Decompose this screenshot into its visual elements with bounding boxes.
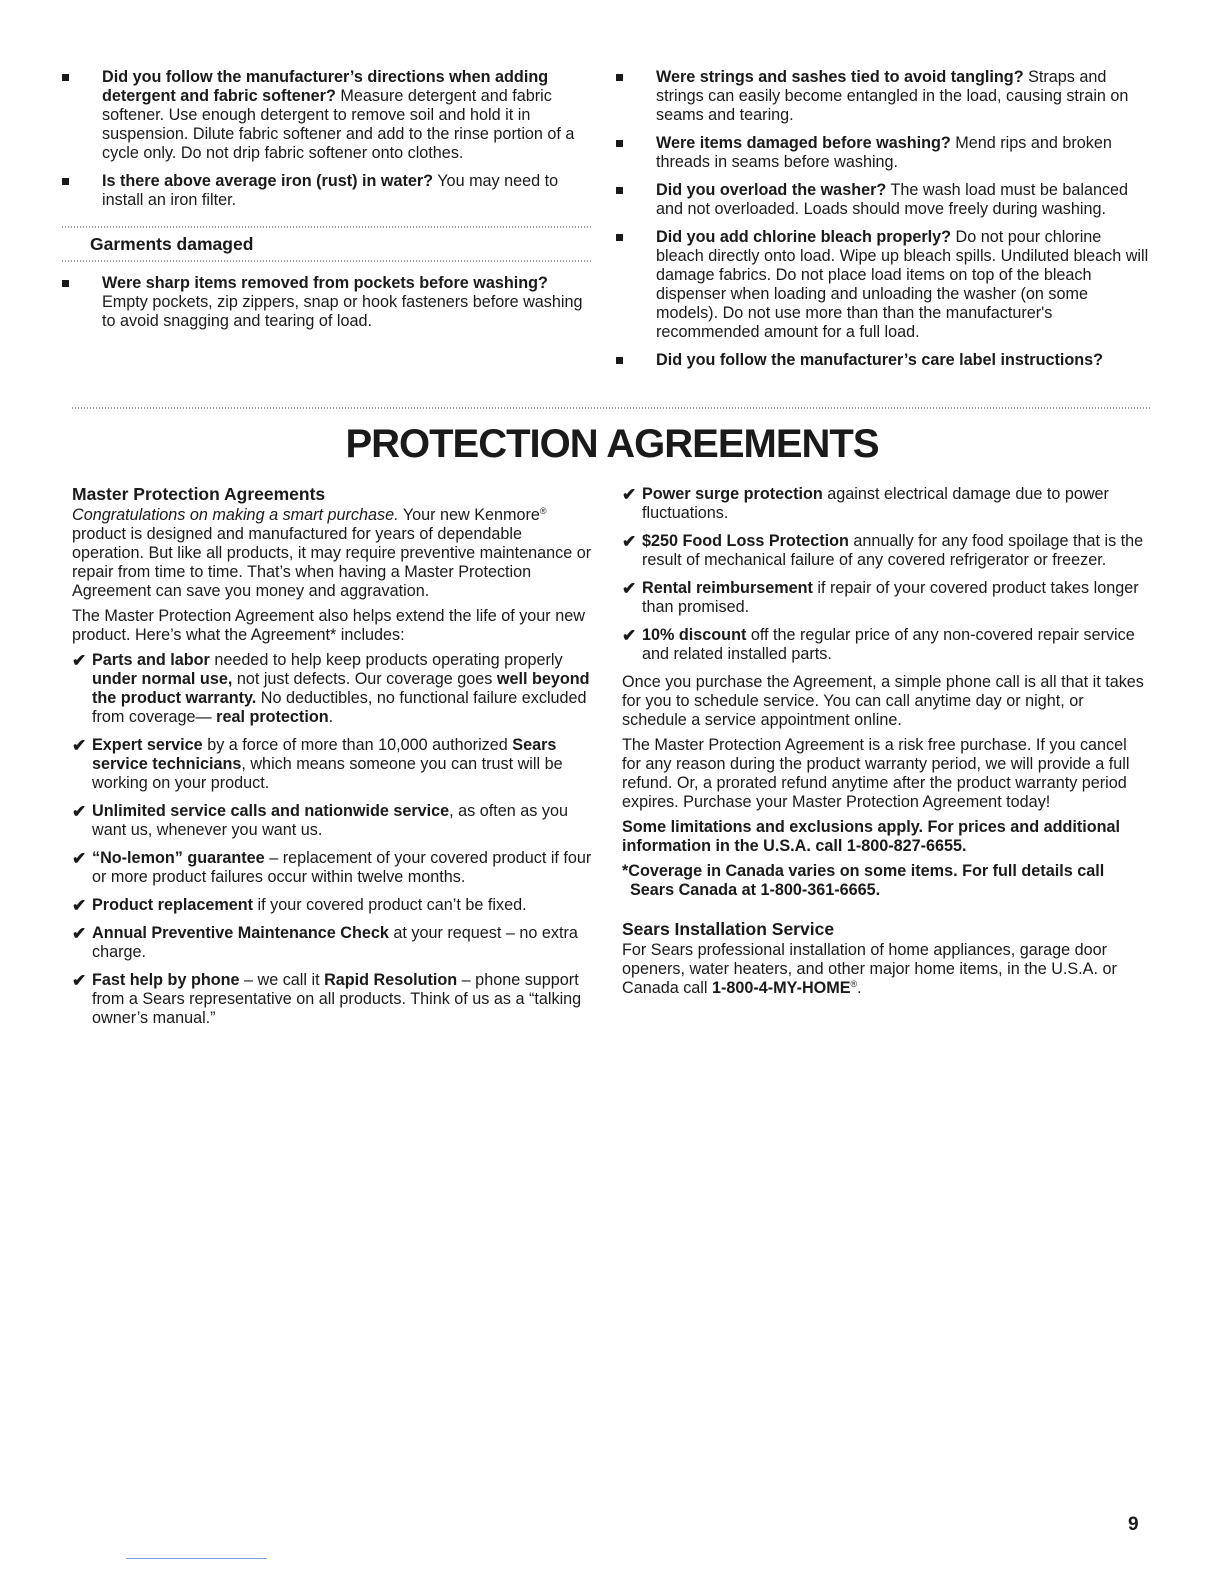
phone-number: 1-800-4-MY-HOME bbox=[712, 979, 851, 997]
paragraph: The Master Protection Agreement is a risk free purchase. If you cancel for any reason during the product warranty period, we will provide a full refund. Or, a prorated refund anytime after the product warranty period expires. Purchase your Master Protection Agreement today! bbox=[622, 736, 1130, 811]
canada-note: *Coverage in Canada varies on some items. For full details call Sears Canada at 1-800-361-6665. bbox=[622, 862, 1105, 899]
bullet-square-icon bbox=[62, 178, 69, 185]
list-item: ✔ Fast help by phone – we call it Rapid Resolution – phone support from a Sears representative on all products. Think of us as a “talking owner’s manual.” bbox=[72, 971, 582, 1027]
list-item: ✔ Power surge protection against electrical damage due to power fluctuations. bbox=[622, 485, 1109, 522]
list-item: ✔ Expert service by a force of more than 10,000 authorized Sears service technicians, which means someone you can trust will be working on your product. bbox=[72, 736, 563, 792]
bullet-square-icon bbox=[62, 280, 69, 287]
checkmark-icon: ✔ bbox=[72, 651, 87, 670]
bullet-square-icon bbox=[62, 74, 69, 81]
checkmark-icon: ✔ bbox=[72, 896, 87, 915]
bullet-square-icon bbox=[616, 187, 623, 194]
list-item: ✔ Rental reimbursement if repair of your covered product takes longer than promised. bbox=[622, 579, 1139, 616]
list-item: Did you follow the manufacturer’s care label instructions? bbox=[616, 351, 1151, 370]
list-item: ✔ “No-lemon” guarantee – replacement of your covered product if four or more product failures occur within twelve months. bbox=[72, 849, 592, 886]
section-heading: Sears Installation Service bbox=[622, 919, 835, 939]
page-title: PROTECTION AGREEMENTS bbox=[345, 422, 879, 466]
troubleshooting-right-column bbox=[616, 68, 1151, 379]
list-item: ✔ Unlimited service calls and nationwide service, as often as you want us, whenever you want us. bbox=[72, 802, 568, 839]
list-item: Were sharp items removed from pockets before washing? Empty pockets, zip zippers, snap or hook fasteners before washing to avoid snagging and tearing of load. bbox=[62, 274, 592, 331]
troubleshooting-left-column bbox=[62, 68, 592, 340]
checkmark-icon: ✔ bbox=[622, 626, 637, 645]
intro-paragraph: Congratulations on making a smart purchase. Your new Kenmore® product is designed and manufactured for years of dependable operation. But like all products, it may require preventive maintenance or repair from time to time. That’s when having a Master Protection Agreement can save you money and aggravation. bbox=[72, 506, 592, 600]
checkmark-icon: ✔ bbox=[622, 532, 637, 551]
limitations-note: Some limitations and exclusions apply. For prices and additional information in the U.S.A. call 1-800-827-6655. bbox=[622, 818, 1121, 855]
paragraph: The Master Protection Agreement also helps extend the life of your new product. Here’s what the Agreement* includes: bbox=[72, 607, 585, 644]
master-protection-column bbox=[72, 485, 592, 1037]
list-item: Did you follow the manufacturer’s directions when adding detergent and fabric softener? Measure detergent and fabric softener. Use enough detergent to remove soil and hold it in suspension. Dilute fabric softener and add to the rinse portion of a cycle only. Do not drip fabric softener onto clothes. bbox=[62, 68, 592, 163]
divider bbox=[126, 1558, 267, 1559]
checkmark-icon: ✔ bbox=[72, 924, 87, 943]
list-item: Did you add chlorine bleach properly? Do not pour chlorine bleach directly onto load. Wipe up bleach spills. Undiluted bleach will damage fabrics. Do not place load items on top of the bleach dispenser when loading and unloading the washer (on some models). Do not use more than than the manufacturer's recommended amount for a full load. bbox=[616, 228, 1151, 342]
bullet-square-icon bbox=[616, 234, 623, 241]
checkmark-icon: ✔ bbox=[72, 736, 87, 755]
list-item: ✔ $250 Food Loss Protection annually for any food spoilage that is the result of mechanical failure of any covered refrigerator or freezer. bbox=[622, 532, 1144, 569]
list-item: ✔ Product replacement if your covered product can’t be fixed. bbox=[72, 896, 527, 915]
bullet-square-icon bbox=[616, 140, 623, 147]
dotted-divider bbox=[72, 407, 1152, 409]
list-item: Did you overload the washer? The wash load must be balanced and not overloaded. Loads should move freely during washing. bbox=[616, 181, 1151, 219]
list-item: ✔ Parts and labor needed to help keep products operating properly under normal use, not just defects. Our coverage goes well beyond the product warranty. No deductibles, no functional failure excluded from coverage— real protection. bbox=[72, 651, 590, 726]
list-item: Were items damaged before washing? Mend rips and broken threads in seams before washing. bbox=[616, 134, 1151, 172]
protection-benefits-column bbox=[622, 485, 1150, 1004]
bullet-square-icon bbox=[616, 357, 623, 364]
bullet-square-icon bbox=[616, 74, 623, 81]
checkmark-icon: ✔ bbox=[72, 849, 87, 868]
checkmark-icon: ✔ bbox=[72, 802, 87, 821]
list-item: ✔ Annual Preventive Maintenance Check at your request – no extra charge. bbox=[72, 924, 578, 961]
list-item: Were strings and sashes tied to avoid tangling? Straps and strings can easily become entangled in the load, causing strain on seams and tearing. bbox=[616, 68, 1151, 125]
dotted-divider bbox=[62, 260, 592, 262]
paragraph: For Sears professional installation of home appliances, garage door openers, water heaters, and other major home items, in the U.S.A. or Canada call 1-800-4-MY-HOME®. bbox=[622, 941, 1117, 997]
list-item: ✔ 10% discount off the regular price of any non-covered repair service and related installed parts. bbox=[622, 626, 1135, 663]
paragraph: Once you purchase the Agreement, a simple phone call is all that it takes for you to schedule service. You can call anytime day or night, or schedule a service appointment online. bbox=[622, 673, 1144, 729]
list-item: Is there above average iron (rust) in water? You may need to install an iron filter. bbox=[62, 172, 592, 210]
page-number: 9 bbox=[1128, 1514, 1139, 1535]
checkmark-icon: ✔ bbox=[622, 579, 637, 598]
section-heading: Garments damaged bbox=[90, 234, 254, 254]
section-heading: Master Protection Agreements bbox=[72, 484, 326, 504]
checkmark-icon: ✔ bbox=[72, 971, 87, 990]
checkmark-icon: ✔ bbox=[622, 485, 637, 504]
